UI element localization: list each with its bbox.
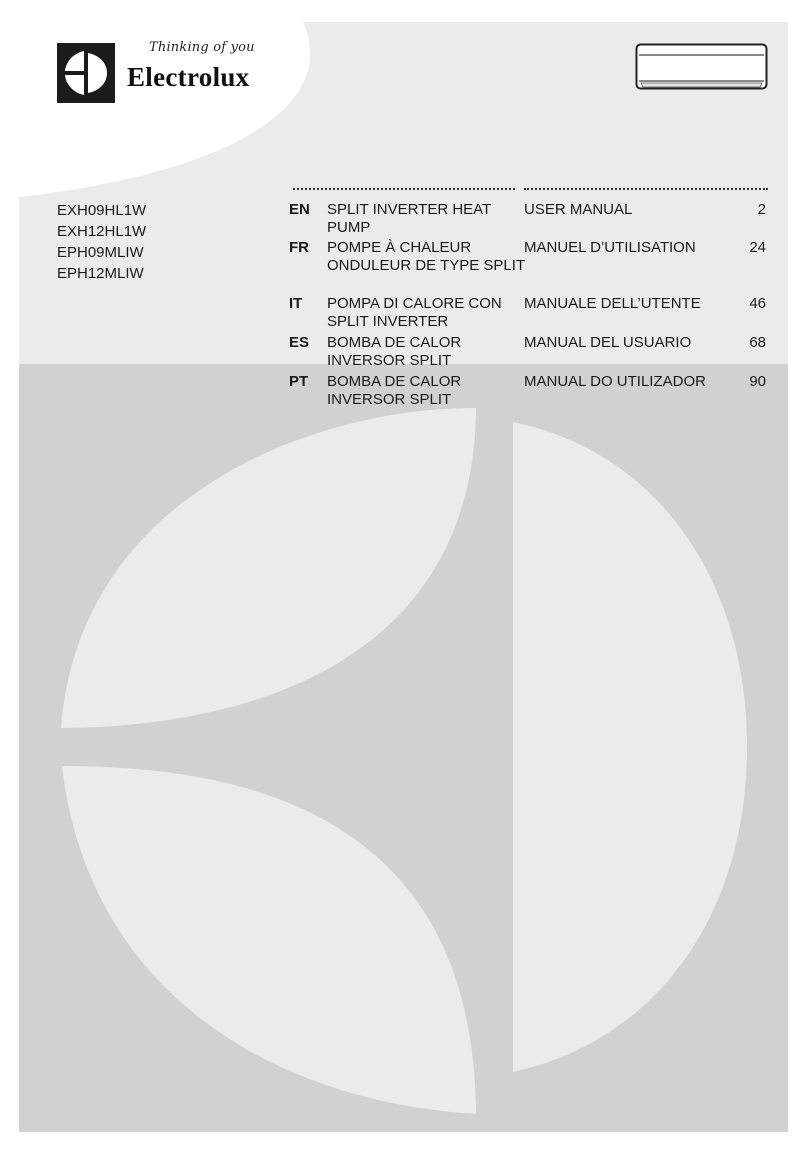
language-code: IT bbox=[289, 295, 303, 312]
page-number: 90 bbox=[749, 373, 766, 390]
page-number: 24 bbox=[749, 239, 766, 256]
model-number: EXH09HL1W bbox=[57, 202, 147, 219]
product-name: BOMBA DE CALOR INVERSOR SPLIT bbox=[327, 334, 462, 369]
language-code: EN bbox=[289, 201, 310, 218]
product-name: POMPE À CHALEUR ONDULEUR DE TYPE SPLIT bbox=[327, 239, 526, 274]
manual-title: MANUALE DELL’UTENTE bbox=[524, 295, 701, 312]
product-name: BOMBA DE CALOR INVERSOR SPLIT bbox=[327, 373, 462, 408]
model-number: EXH12HL1W bbox=[57, 223, 147, 240]
language-code: ES bbox=[289, 334, 310, 351]
manual-title: MANUAL DEL USUARIO bbox=[524, 334, 692, 351]
brand-tagline: Thinking of you bbox=[149, 40, 255, 55]
page-number: 68 bbox=[749, 334, 766, 351]
model-number: EPH09MLIW bbox=[57, 244, 144, 261]
language-code: PT bbox=[289, 373, 309, 390]
language-contents-table bbox=[19, 22, 788, 1132]
manual-title: MANUAL DO UTILIZADOR bbox=[524, 373, 706, 390]
brand-name: Electrolux bbox=[127, 62, 250, 92]
language-code: FR bbox=[289, 239, 309, 256]
manual-title: MANUEL D’UTILISATION bbox=[524, 239, 696, 256]
manual-cover bbox=[19, 22, 788, 1132]
product-name: SPLIT INVERTER HEAT PUMP bbox=[327, 201, 491, 236]
manual-title: USER MANUAL bbox=[524, 201, 633, 218]
product-name: POMPA DI CALORE CON SPLIT INVERTER bbox=[327, 295, 502, 330]
model-number: EPH12MLIW bbox=[57, 265, 144, 282]
page-number: 46 bbox=[749, 295, 766, 312]
page-number: 2 bbox=[757, 201, 766, 218]
